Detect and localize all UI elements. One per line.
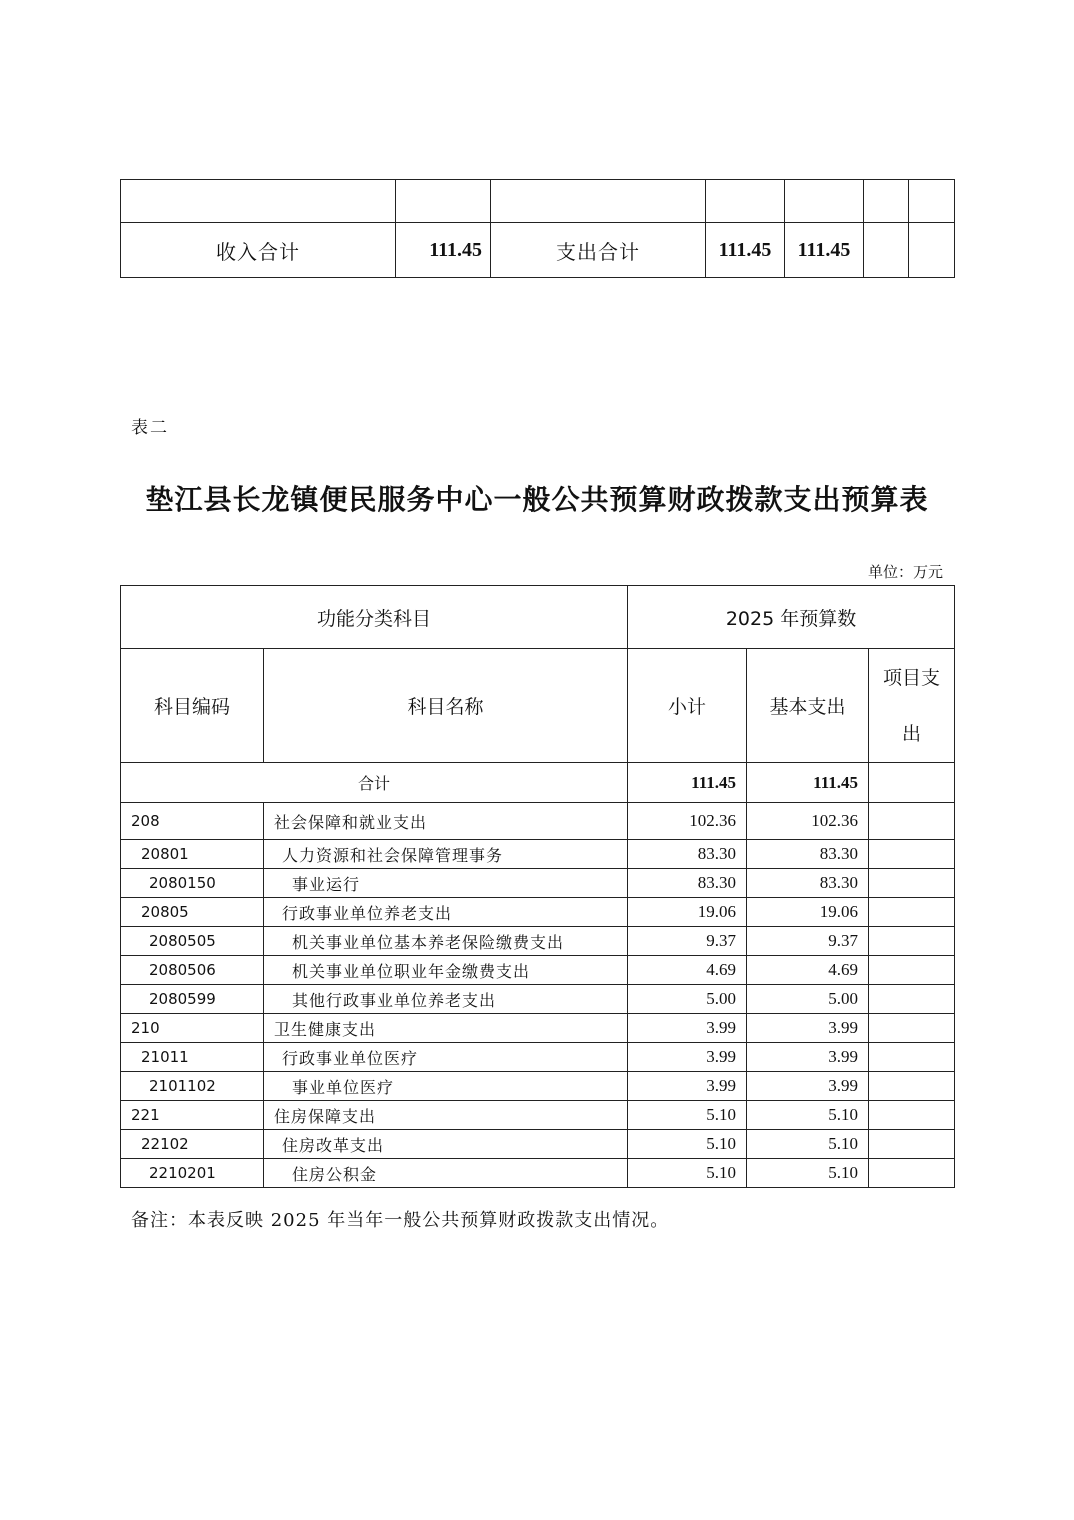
row-name: 住房公积金 [264,1159,628,1188]
row-subtotal: 5.10 [628,1159,747,1188]
header-budget-year: 2025 年预算数 [628,586,955,649]
row-name: 机关事业单位职业年金缴费支出 [264,956,628,985]
table-row [121,898,955,927]
table-row [121,1043,955,1072]
row-subtotal: 9.37 [628,927,747,956]
row-subtotal: 5.00 [628,985,747,1014]
row-code: 21011 [121,1043,264,1072]
row-name: 住房保障支出 [264,1101,628,1130]
total-label: 合计 [121,763,628,803]
header-row-2 [121,649,955,763]
expense-total-value: 111.45 [706,223,785,278]
row-basic: 83.30 [747,840,869,869]
income-total-label: 收入合计 [121,223,396,278]
row-project [869,985,955,1014]
row-basic: 3.99 [747,1014,869,1043]
row-project [869,1014,955,1043]
header-project [869,649,955,763]
table-row [121,1072,955,1101]
header-name: 科目名称 [264,649,628,763]
row-code: 20805 [121,898,264,927]
row-name: 卫生健康支出 [264,1014,628,1043]
row-code: 210 [121,1014,264,1043]
row-name: 其他行政事业单位养老支出 [264,985,628,1014]
total-basic: 111.45 [747,763,869,803]
row-project [869,927,955,956]
row-subtotal: 83.30 [628,869,747,898]
row-basic: 5.00 [747,985,869,1014]
row-subtotal: 102.36 [628,803,747,840]
row-code: 221 [121,1101,264,1130]
row-project [869,1130,955,1159]
row-subtotal: 83.30 [628,840,747,869]
row-project [869,840,955,869]
summary-total-row [121,223,955,278]
budget-table [120,585,955,1188]
row-project [869,1159,955,1188]
header-subtotal: 小计 [628,649,747,763]
table-row [121,985,955,1014]
row-code: 22102 [121,1130,264,1159]
row-name: 社会保障和就业支出 [264,803,628,840]
table-row [121,1014,955,1043]
table-row [121,803,955,840]
row-code: 208 [121,803,264,840]
table-label: 表二 [131,418,169,438]
row-subtotal: 5.10 [628,1101,747,1130]
table-body [121,803,955,1188]
row-name: 事业运行 [264,869,628,898]
row-project [869,1101,955,1130]
row-name: 机关事业单位基本养老保险缴费支出 [264,927,628,956]
row-basic: 3.99 [747,1043,869,1072]
header-project-line2: 出 [902,722,922,745]
table-row [121,1101,955,1130]
table-row [121,956,955,985]
expense-total-label: 支出合计 [491,223,706,278]
table-row [121,840,955,869]
header-category: 功能分类科目 [121,586,628,649]
row-project [869,869,955,898]
row-basic: 3.99 [747,1072,869,1101]
row-basic: 9.37 [747,927,869,956]
row-subtotal: 3.99 [628,1043,747,1072]
row-name: 住房改革支出 [264,1130,628,1159]
header-basic: 基本支出 [747,649,869,763]
expense-total-basic-value: 111.45 [785,223,864,278]
row-code: 20801 [121,840,264,869]
summary-table [120,179,955,278]
row-basic: 19.06 [747,898,869,927]
row-code: 2080150 [121,869,264,898]
income-total-value: 111.45 [396,223,491,278]
row-subtotal: 3.99 [628,1014,747,1043]
table-row [121,1130,955,1159]
row-code: 2080599 [121,985,264,1014]
row-name: 行政事业单位医疗 [264,1043,628,1072]
row-project [869,803,955,840]
row-basic: 4.69 [747,956,869,985]
header-project-line1: 项目支 [883,666,941,689]
total-subtotal: 111.45 [628,763,747,803]
total-row [121,763,955,803]
row-subtotal: 4.69 [628,956,747,985]
row-name: 人力资源和社会保障管理事务 [264,840,628,869]
row-basic: 5.10 [747,1130,869,1159]
row-subtotal: 3.99 [628,1072,747,1101]
row-subtotal: 19.06 [628,898,747,927]
row-code: 2080506 [121,956,264,985]
row-project [869,1072,955,1101]
header-row-1 [121,586,955,649]
row-basic: 83.30 [747,869,869,898]
row-code: 2210201 [121,1159,264,1188]
row-basic: 102.36 [747,803,869,840]
remark: 备注：本表反映 2025 年当年一般公共预算财政拨款支出情况。 [131,1210,670,1231]
row-subtotal: 5.10 [628,1130,747,1159]
row-project [869,956,955,985]
row-basic: 5.10 [747,1101,869,1130]
table-row [121,927,955,956]
row-code: 2101102 [121,1072,264,1101]
row-project [869,898,955,927]
header-code: 科目编码 [121,649,264,763]
row-basic: 5.10 [747,1159,869,1188]
page-title: 垫江县长龙镇便民服务中心一般公共预算财政拨款支出预算表 [145,483,929,516]
row-project [869,1043,955,1072]
row-code: 2080505 [121,927,264,956]
total-project [869,763,955,803]
table-row [121,869,955,898]
unit-label: 单位：万元 [867,563,943,581]
table-row [121,1159,955,1188]
summary-blank-row [121,180,955,223]
row-name: 事业单位医疗 [264,1072,628,1101]
row-name: 行政事业单位养老支出 [264,898,628,927]
